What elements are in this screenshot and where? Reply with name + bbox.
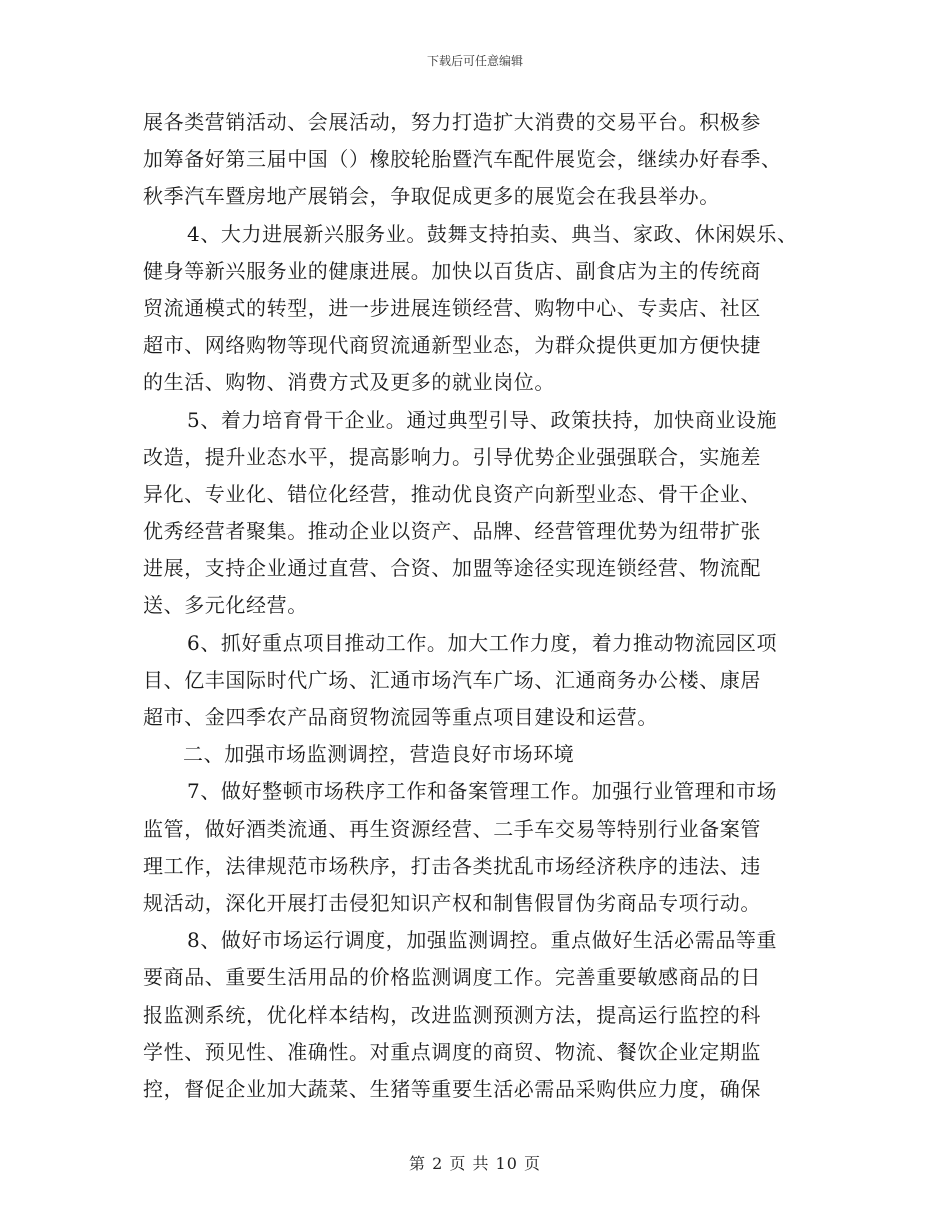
page-footer: 第 2 页 共 10 页 (409, 1154, 541, 1173)
text-line: 监管，做好酒类流通、再生资源经营、二手车交易等特别行业备案管 (143, 816, 761, 841)
document-body (143, 104, 823, 1108)
text-line: 要商品、重要生活用品的价格监测调度工作。完善重要敏感商品的日 (143, 965, 761, 990)
text-line: 4、大力进展新兴服务业。鼓舞支持拍卖、典当、家政、休闲娱乐、 (187, 221, 798, 246)
text-line: 报监测系统，优化样本结构，改进监测预测方法，提高运行监控的科 (143, 1002, 761, 1027)
text-line: 5、着力培育骨干企业。通过典型引导、政策扶持，加快商业设施 (187, 407, 778, 432)
text-line: 健身等新兴服务业的健康进展。加快以百货店、副食店为主的传统商 (143, 258, 761, 283)
text-line: 超市、网络购物等现代商贸流通新型业态，为群众提供更加方便快捷 (143, 333, 761, 358)
text-line: 进展，支持企业通过直营、合资、加盟等途径实现连锁经营、物流配 (143, 556, 761, 581)
section-heading: 二、加强市场监测调控，营造良好市场环境 (183, 742, 575, 767)
text-line: 展各类营销活动、会展活动，努力打造扩大消费的交易平台。积极参 (143, 110, 761, 134)
text-line: 超市、金四季农产品商贸物流园等重点项目建设和运营。 (143, 705, 658, 729)
text-line: 的生活、购物、消费方式及更多的就业岗位。 (143, 370, 555, 395)
text-line: 8、做好市场运行调度，加强监测调控。重点做好生活必需品等重 (187, 928, 778, 953)
text-line: 改造，提升业态水平，提高影响力。引导优势企业强强联合，实施差 (143, 444, 761, 469)
text-line: 目、亿丰国际时代广场、汇通市场汽车广场、汇通商务办公楼、康居 (143, 667, 761, 692)
page-header: 下载后可任意编辑 (426, 54, 523, 68)
text-line: 优秀经营者聚集。推动企业以资产、品牌、经营管理优势为纽带扩张 (143, 519, 761, 544)
text-line: 学性、预见性、准确性。对重点调度的商贸、物流、餐饮企业定期监 (143, 1039, 761, 1064)
text-line: 理工作，法律规范市场秩序，打击各类扰乱市场经济秩序的违法、违 (143, 853, 761, 878)
text-line: 6、抓好重点项目推动工作。加大工作力度，着力推动物流园区项 (187, 630, 778, 655)
text-line: 送、多元化经营。 (143, 593, 308, 618)
text-line: 异化、专业化、错位化经营，推动优良资产向新型业态、骨干企业、 (143, 481, 761, 506)
text-line: 秋季汽车暨房地产展销会，争取促成更多的展览会在我县举办。 (143, 184, 720, 209)
text-line: 7、做好整顿市场秩序工作和备案管理工作。加强行业管理和市场 (187, 779, 778, 804)
text-line: 加筹备好第三届中国（）橡胶轮胎暨汽车配件展览会，继续办好春季、 (143, 147, 782, 172)
text-line: 规活动，深化开展打击侵犯知识产权和制售假冒伪劣商品专项行动。 (143, 890, 761, 915)
text-line: 控，督促企业加大蔬菜、生猪等重要生活必需品采购供应力度，确保 (143, 1076, 761, 1101)
text-line: 贸流通模式的转型，进一步进展连锁经营、购物中心、专卖店、社区 (143, 295, 761, 320)
